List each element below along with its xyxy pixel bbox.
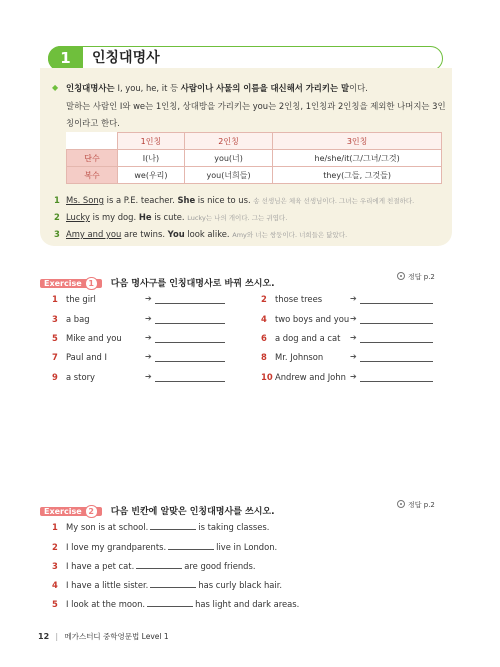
arrow-icon: ➔ [350, 333, 357, 342]
exercise-2-header [40, 499, 275, 518]
exercise-1-item-9: 9 a story [52, 372, 95, 382]
answer-line-7[interactable] [155, 361, 225, 362]
exercise-2-tag: Exercise 2 [40, 507, 102, 516]
exercise-1-item-5: 5 Mike and you [52, 333, 122, 343]
example-2: 2 Lucky is my dog. He is cute. Lucky는 나의 개이다. 그는 귀엽다. [54, 212, 288, 222]
arrow-icon: ➔ [350, 294, 357, 303]
example-pronoun: He [138, 212, 152, 222]
example-pronoun: She [177, 195, 196, 205]
arrow-icon: ➔ [145, 333, 152, 342]
exercise-1-number: 1 [85, 277, 98, 290]
exercise-1-item-3: 3 a bag [52, 314, 90, 324]
exercise-1-item-1: 1 the girl [52, 294, 96, 304]
table-cell: you(너) [184, 150, 272, 167]
diamond-bullet-icon: ◆ [52, 83, 59, 92]
example-translation: Amy와 너는 쌍둥이다. 너희들은 닮았다. [232, 231, 348, 239]
exercise-1-item-6: 6 a dog and a cat [261, 333, 341, 343]
table-cell: we(우리) [118, 167, 185, 184]
table-cell: I(나) [118, 150, 185, 167]
example-1: 1 Ms. Song is a P.E. teacher. She is nice to us. 송 선생님은 체육 선생님이다. 그녀는 우리에게 친절하다. [54, 195, 415, 205]
example-subject: Ms. Song [66, 195, 104, 205]
fill-blank[interactable] [147, 598, 193, 607]
table-corner [67, 133, 118, 150]
header-first-person: 1인칭 [118, 133, 185, 150]
concept-definition: 사람이나 사물의 이름을 대신해서 가리키는 말 [180, 83, 350, 93]
section-number: 1 [48, 46, 83, 71]
header-second-person: 2인칭 [184, 133, 272, 150]
exercise-1-title: 다음 명사구를 인칭대명사로 바꿔 쓰시오. [110, 279, 275, 289]
answer-icon [397, 500, 405, 508]
answer-line-3[interactable] [155, 323, 225, 324]
fill-blank[interactable] [150, 521, 196, 530]
arrow-icon: ➔ [350, 372, 357, 381]
concept-term: 인칭대명사는 [66, 83, 118, 93]
page-number: 12 [38, 632, 50, 641]
exercise-1-item-8: 8 Mr. Johnson [261, 352, 324, 362]
row-label-plural: 복수 [67, 167, 118, 184]
row-label-singular: 단수 [67, 150, 118, 167]
exercise-2-item-5: 5 I look at the moon. has light and dark areas. [52, 599, 300, 609]
exercise-1-item-4: 4 two boys and you [261, 314, 350, 324]
exercise-2-item-3: 3 I have a pet cat. are good friends. [52, 561, 256, 571]
concept-end: 이다. [349, 83, 368, 93]
example-pronoun: You [167, 229, 185, 239]
page-footer [38, 631, 169, 642]
exercise-2-item-2: 2 I love my grandparents. live in London. [52, 542, 278, 552]
section-title: 인칭대명사 [92, 50, 160, 66]
pronoun-table [66, 132, 442, 184]
example-3: 3 Amy and you are twins. You look alike. Amy와 너는 쌍둥이다. 너희들은 닮았다. [54, 229, 348, 239]
table-row-plural [67, 167, 442, 184]
concept-examples: I, you, he, it 등 [117, 83, 181, 93]
example-translation: Lucky는 나의 개이다. 그는 귀엽다. [187, 214, 288, 222]
fill-blank[interactable] [136, 560, 182, 569]
exercise-2-item-1: 1 My son is at school. is taking classes. [52, 522, 270, 532]
exercise-2-item-4: 4 I have a little sister. has curly black hair. [52, 580, 283, 590]
answer-line-4[interactable] [360, 323, 433, 324]
exercise-2-number: 2 [85, 505, 98, 518]
answer-line-1[interactable] [155, 303, 225, 304]
answer-line-9[interactable] [155, 381, 225, 382]
pronoun-table-header [67, 133, 442, 150]
table-row-singular [67, 150, 442, 167]
exercise-2-title: 다음 빈칸에 알맞은 인칭대명사를 쓰시오. [110, 507, 275, 517]
exercise-1-item-7: 7 Paul and I [52, 352, 107, 362]
fill-blank[interactable] [168, 541, 214, 550]
answer-line-6[interactable] [360, 342, 433, 343]
answer-line-10[interactable] [360, 381, 433, 382]
arrow-icon: ➔ [350, 352, 357, 361]
exercise-1-item-10: 10 Andrew and John [261, 372, 346, 382]
example-subject: Lucky [66, 212, 90, 222]
arrow-icon: ➔ [145, 314, 152, 323]
arrow-icon: ➔ [145, 372, 152, 381]
table-cell: he/she/it(그/그녀/그것) [273, 150, 442, 167]
answer-line-8[interactable] [360, 361, 433, 362]
book-title: 메가스터디 중학영문법 Level 1 [64, 632, 169, 641]
header-third-person: 3인칭 [273, 133, 442, 150]
exercise-1-header [40, 271, 275, 290]
arrow-icon: ➔ [145, 294, 152, 303]
answer-line-2[interactable] [360, 303, 433, 304]
table-cell: they(그들, 그것들) [273, 167, 442, 184]
example-subject: Amy and you [66, 229, 122, 239]
table-cell: you(너희들) [184, 167, 272, 184]
exercise-1-answer-ref: 정답 p.2 [397, 272, 435, 282]
answer-line-5[interactable] [155, 342, 225, 343]
exercise-1-tag: Exercise 1 [40, 279, 102, 288]
concept-line-2: 말하는 사람인 I와 we는 1인칭, 상대방을 가리키는 you는 2인칭, 1인칭과 2인칭을 제외한 나머지는 3인 [66, 101, 446, 111]
footer-separator: | [55, 632, 59, 641]
exercise-1-item-2: 2 those trees [261, 294, 323, 304]
exercise-2-answer-ref: 정답 p.2 [397, 500, 435, 510]
concept-line-1 [66, 82, 368, 94]
example-translation: 송 선생님은 체육 선생님이다. 그녀는 우리에게 친절하다. [253, 197, 415, 205]
answer-icon [397, 272, 405, 280]
fill-blank[interactable] [150, 579, 196, 588]
concept-line-3: 칭이라고 한다. [66, 118, 120, 128]
arrow-icon: ➔ [145, 352, 152, 361]
arrow-icon: ➔ [350, 314, 357, 323]
